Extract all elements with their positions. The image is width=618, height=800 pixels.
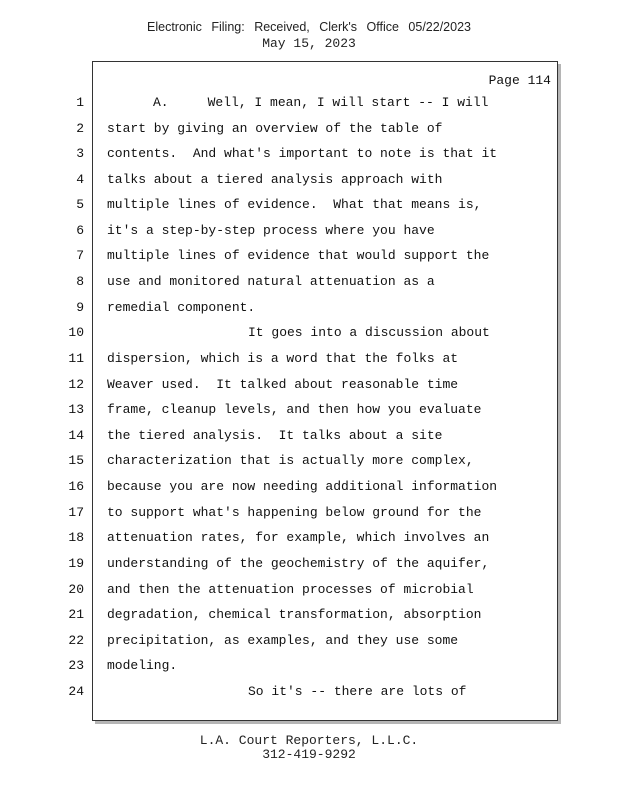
- transcript-line: [0, 525, 618, 550]
- line-number: 5: [76, 197, 84, 212]
- line-number: 10: [68, 325, 84, 340]
- line-number: 20: [68, 582, 84, 597]
- transcript-line: [0, 269, 618, 294]
- transcript-line: [0, 90, 618, 115]
- line-number: 12: [68, 377, 84, 392]
- line-number: 14: [68, 428, 84, 443]
- line-number: 2: [76, 121, 84, 136]
- line-text: A. Well, I mean, I will start -- I will: [153, 95, 489, 110]
- transcript-line: [0, 653, 618, 678]
- transcript-line: [0, 474, 618, 499]
- line-text: it's a step-by-step process where you have: [107, 223, 435, 238]
- line-text: because you are now needing additional information: [107, 479, 498, 494]
- transcript-line: [0, 628, 618, 653]
- line-text: and then the attenuation processes of microbial: [107, 582, 474, 597]
- line-text: dispersion, which is a word that the folks at: [107, 351, 459, 366]
- transcript-line: [0, 346, 618, 371]
- line-text: frame, cleanup levels, and then how you evaluate: [107, 402, 482, 417]
- line-number: 9: [76, 300, 84, 315]
- line-text: remedial component.: [107, 300, 256, 315]
- transcript-line: [0, 577, 618, 602]
- line-number: 6: [76, 223, 84, 238]
- transcript-line: [0, 679, 618, 704]
- line-text: multiple lines of evidence. What that means is,: [107, 197, 482, 212]
- transcript-line: [0, 167, 618, 192]
- filing-stamp: Electronic Filing: Received, Clerk's Office 05/22/2023: [147, 20, 471, 34]
- line-text: characterization that is actually more complex,: [107, 453, 474, 468]
- line-text: contents. And what's important to note is that it: [107, 146, 498, 161]
- transcript-line: [0, 192, 618, 217]
- transcript-line: [0, 243, 618, 268]
- line-text: modeling.: [107, 658, 178, 673]
- transcript-line: [0, 423, 618, 448]
- line-number: 15: [68, 453, 84, 468]
- header-date: May 15, 2023: [262, 36, 356, 51]
- line-text: the tiered analysis. It talks about a site: [107, 428, 443, 443]
- line-text: use and monitored natural attenuation as a: [107, 274, 435, 289]
- transcript-line: [0, 320, 618, 345]
- line-text: multiple lines of evidence that would support the: [107, 248, 490, 263]
- footer-phone: 312-419-9292: [262, 747, 356, 762]
- line-text: start by giving an overview of the table of: [107, 121, 443, 136]
- line-number: 18: [68, 530, 84, 545]
- line-number: 4: [76, 172, 84, 187]
- line-text: Weaver used. It talked about reasonable time: [107, 377, 459, 392]
- line-number: 21: [68, 607, 84, 622]
- line-text: understanding of the geochemistry of the aquifer,: [107, 556, 490, 571]
- line-text: degradation, chemical transformation, absorption: [107, 607, 482, 622]
- transcript-line: [0, 141, 618, 166]
- footer: [0, 734, 618, 762]
- line-number: 3: [76, 146, 84, 161]
- line-number: 17: [68, 505, 84, 520]
- line-text: to support what's happening below ground for the: [107, 505, 482, 520]
- line-number: 7: [76, 248, 84, 263]
- line-number: 13: [68, 402, 84, 417]
- line-text: precipitation, as examples, and they use some: [107, 633, 459, 648]
- line-number: 24: [68, 684, 84, 699]
- line-number: 16: [68, 479, 84, 494]
- line-number: 1: [76, 95, 84, 110]
- transcript-line: [0, 551, 618, 576]
- line-number: 23: [68, 658, 84, 673]
- line-text: attenuation rates, for example, which involves an: [107, 530, 490, 545]
- transcript-line: [0, 295, 618, 320]
- transcript-line: [0, 218, 618, 243]
- transcript-line: [0, 116, 618, 141]
- line-number: 22: [68, 633, 84, 648]
- transcript-line: [0, 500, 618, 525]
- line-text: talks about a tiered analysis approach with: [107, 172, 443, 187]
- line-number: 8: [76, 274, 84, 289]
- transcript-line: [0, 397, 618, 422]
- footer-company: L.A. Court Reporters, L.L.C.: [199, 733, 419, 748]
- transcript-line: [0, 372, 618, 397]
- line-text: So it's -- there are lots of: [248, 684, 467, 699]
- transcript-line: [0, 602, 618, 627]
- line-number: 19: [68, 556, 84, 571]
- line-text: It goes into a discussion about: [248, 325, 490, 340]
- page-number-label: Page 114: [488, 73, 551, 88]
- transcript-line: [0, 448, 618, 473]
- line-number: 11: [68, 351, 84, 366]
